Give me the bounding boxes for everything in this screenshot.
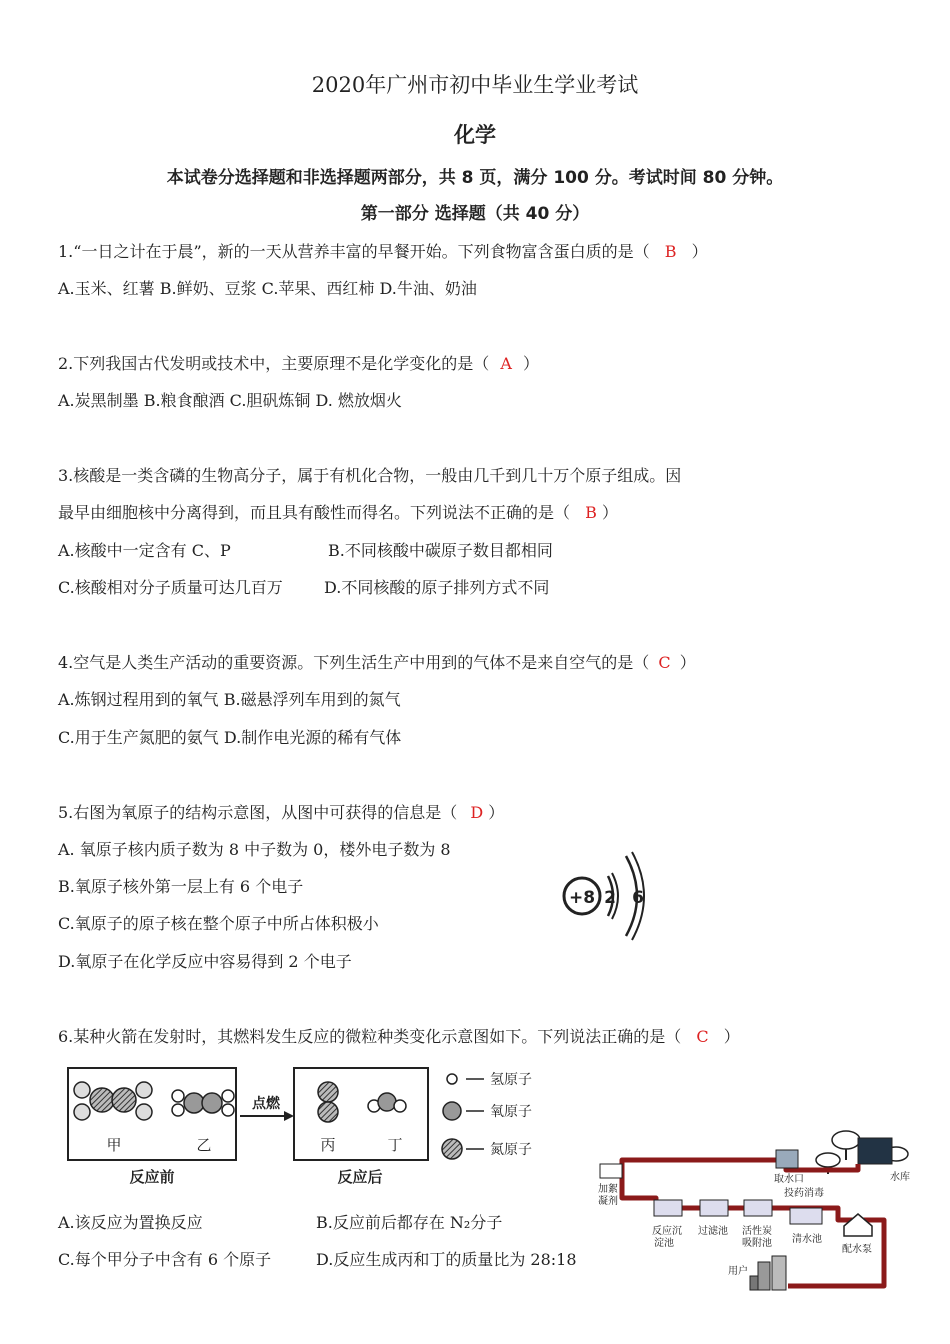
q4-close: ） (679, 653, 696, 672)
q3-option-a: A.核酸中一定含有 C、P (58, 541, 231, 560)
q3-option-c: C.核酸相对分子质量可达几百万 (58, 578, 283, 597)
carbon-tank (744, 1200, 772, 1216)
label-after: 反应后 (337, 1168, 383, 1186)
water-pipe (622, 1160, 884, 1286)
disinfect-label: 投药消毒 (784, 1188, 824, 1199)
q3-answer: B (585, 503, 597, 522)
q1-close: ） (691, 242, 708, 261)
q2-stem-text: 2.下列我国古代发明或技术中，主要原理不是化学变化的是（ (58, 354, 490, 373)
q6-answer: C (696, 1027, 709, 1046)
q1-stem-text: 1.“一日之计在于晨”，新的一天从营养丰富的早餐开始。下列食物富含蛋白质的是（ (58, 242, 650, 261)
legend-h-dot (447, 1074, 457, 1084)
legend-o-label: 氧原子 (490, 1104, 532, 1120)
q1-stem (58, 242, 708, 262)
legend-o-dot (443, 1102, 461, 1120)
q5-stem-text: 5.右图为氧原子的结构示意图，从图中可获得的信息是（ (58, 803, 458, 822)
coagulant-block (600, 1164, 622, 1178)
q6-stem (58, 1027, 740, 1047)
exam-title: 2020年广州市初中毕业生学业考试 (311, 73, 639, 97)
q4-answer: C (658, 653, 671, 672)
intake-label: 取水口 (774, 1174, 804, 1185)
reservoir-block (858, 1138, 892, 1164)
label-before: 反应前 (129, 1168, 175, 1186)
q4-stem-text: 4.空气是人类生产活动的重要资源。下列生活生产中用到的气体不是来自空气的是（ (58, 653, 650, 672)
coagulant-label-1: 加絮 (598, 1184, 618, 1195)
instructions: 本试卷分选择题和非选择题两部分，共 8 页，满分 100 分。考试时间 80 分钟。 (166, 168, 784, 188)
molecule-bing (318, 1082, 338, 1122)
legend-n-dot (442, 1139, 462, 1159)
q5-option-d: D.氧原子在化学反应中容易得到 2 个电子 (58, 952, 352, 971)
molecule-ding (368, 1093, 406, 1112)
carbon-label-1: 活性炭 (742, 1226, 772, 1237)
q4-stem (58, 653, 696, 673)
q6-option-d: D.反应生成丙和丁的质量比为 28:18 (316, 1250, 577, 1269)
carbon-label-2: 吸附池 (742, 1238, 772, 1249)
clear-water-label: 清水池 (792, 1234, 822, 1245)
q3-stem-line2 (58, 503, 618, 523)
q2-stem (58, 354, 539, 374)
reservoir-label: 水库 (890, 1172, 910, 1183)
q3-stem-line1: 3.核酸是一类含磷的生物高分子，属于有机化合物，一般由几千到几十万个原子组成。因 (58, 466, 682, 485)
intake-block (776, 1150, 798, 1168)
label-ding: 丁 (387, 1136, 403, 1154)
pump-label: 配水泵 (842, 1244, 872, 1255)
filter-tank (700, 1200, 728, 1216)
q2-answer: A (500, 354, 512, 373)
shell-2-electrons: 6 (632, 888, 644, 908)
nucleus-label: +8 (568, 888, 596, 908)
sedimentation-label-2: 淀池 (654, 1238, 674, 1249)
clear-water-tank (790, 1208, 822, 1224)
q6-option-b: B.反应前后都存在 N₂分子 (316, 1213, 503, 1232)
q3-close: ） (601, 503, 618, 522)
water-treatment-diagram (588, 1128, 928, 1298)
after-box (294, 1068, 428, 1160)
q4-options-line1: A.炼钢过程用到的氧气 B.磁悬浮列车用到的氮气 (58, 690, 401, 709)
molecule-yi (172, 1090, 234, 1116)
molecule-jia (74, 1082, 152, 1120)
subject-title: 化学 (454, 123, 496, 147)
q5-option-c: C.氧原子的原子核在整个原子中所占体积极小 (58, 914, 379, 933)
legend-h-label: 氢原子 (490, 1072, 532, 1088)
label-yi: 乙 (196, 1136, 212, 1154)
oxygen-atom-diagram (556, 846, 666, 946)
building-icon (750, 1256, 786, 1290)
reaction-arrowhead (284, 1111, 294, 1121)
label-bing: 丙 (320, 1136, 336, 1154)
q2-options: A.炭黑制墨 B.粮食酿酒 C.胆矾炼铜 D. 燃放烟火 (58, 391, 402, 410)
q2-close: ） (523, 354, 540, 373)
shell-1-electrons: 2 (604, 888, 616, 908)
q3-stem-text: 最早由细胞核中分离得到，而且具有酸性而得名。下列说法不正确的是（ (58, 503, 571, 522)
q5-option-b: B.氧原子核外第一层上有 6 个电子 (58, 877, 304, 896)
q3-option-d: D.不同核酸的原子排列方式不同 (324, 578, 550, 597)
coagulant-label-2: 凝剂 (598, 1196, 618, 1207)
filter-label: 过滤池 (698, 1226, 728, 1237)
arrow-label: 点燃 (252, 1096, 280, 1112)
q1-options: A.玉米、红薯 B.鲜奶、豆浆 C.苹果、西红柿 D.牛油、奶油 (58, 279, 477, 298)
q3-option-b: B.不同核酸中碳原子数目都相同 (328, 541, 553, 560)
part-one-heading: 第一部分 选择题（共 40 分） (360, 204, 590, 224)
q5-close: ） (488, 803, 505, 822)
q5-stem (58, 803, 504, 823)
reaction-diagram (60, 1062, 560, 1190)
sedimentation-tank (654, 1200, 682, 1216)
sedimentation-label-1: 反应沉 (652, 1226, 682, 1237)
legend-n-label: 氮原子 (490, 1142, 532, 1158)
user-label: 用户 (728, 1266, 748, 1277)
q6-option-a: A.该反应为置换反应 (58, 1213, 203, 1232)
q1-answer: B (664, 242, 677, 261)
q6-option-c: C.每个甲分子中含有 6 个原子 (58, 1250, 272, 1269)
pump-icon (844, 1214, 872, 1236)
q6-close: ） (723, 1027, 740, 1046)
q5-option-a: A. 氧原子核内质子数为 8 中子数为 0，楼外电子数为 8 (58, 840, 451, 859)
label-jia: 甲 (106, 1136, 122, 1154)
q4-options-line2: C.用于生产氮肥的氨气 D.制作电光源的稀有气体 (58, 728, 402, 747)
q5-answer: D (470, 803, 484, 822)
q6-stem-text: 6.某种火箭在发射时，其燃料发生反应的微粒种类变化示意图如下。下列说法正确的是（ (58, 1027, 682, 1046)
